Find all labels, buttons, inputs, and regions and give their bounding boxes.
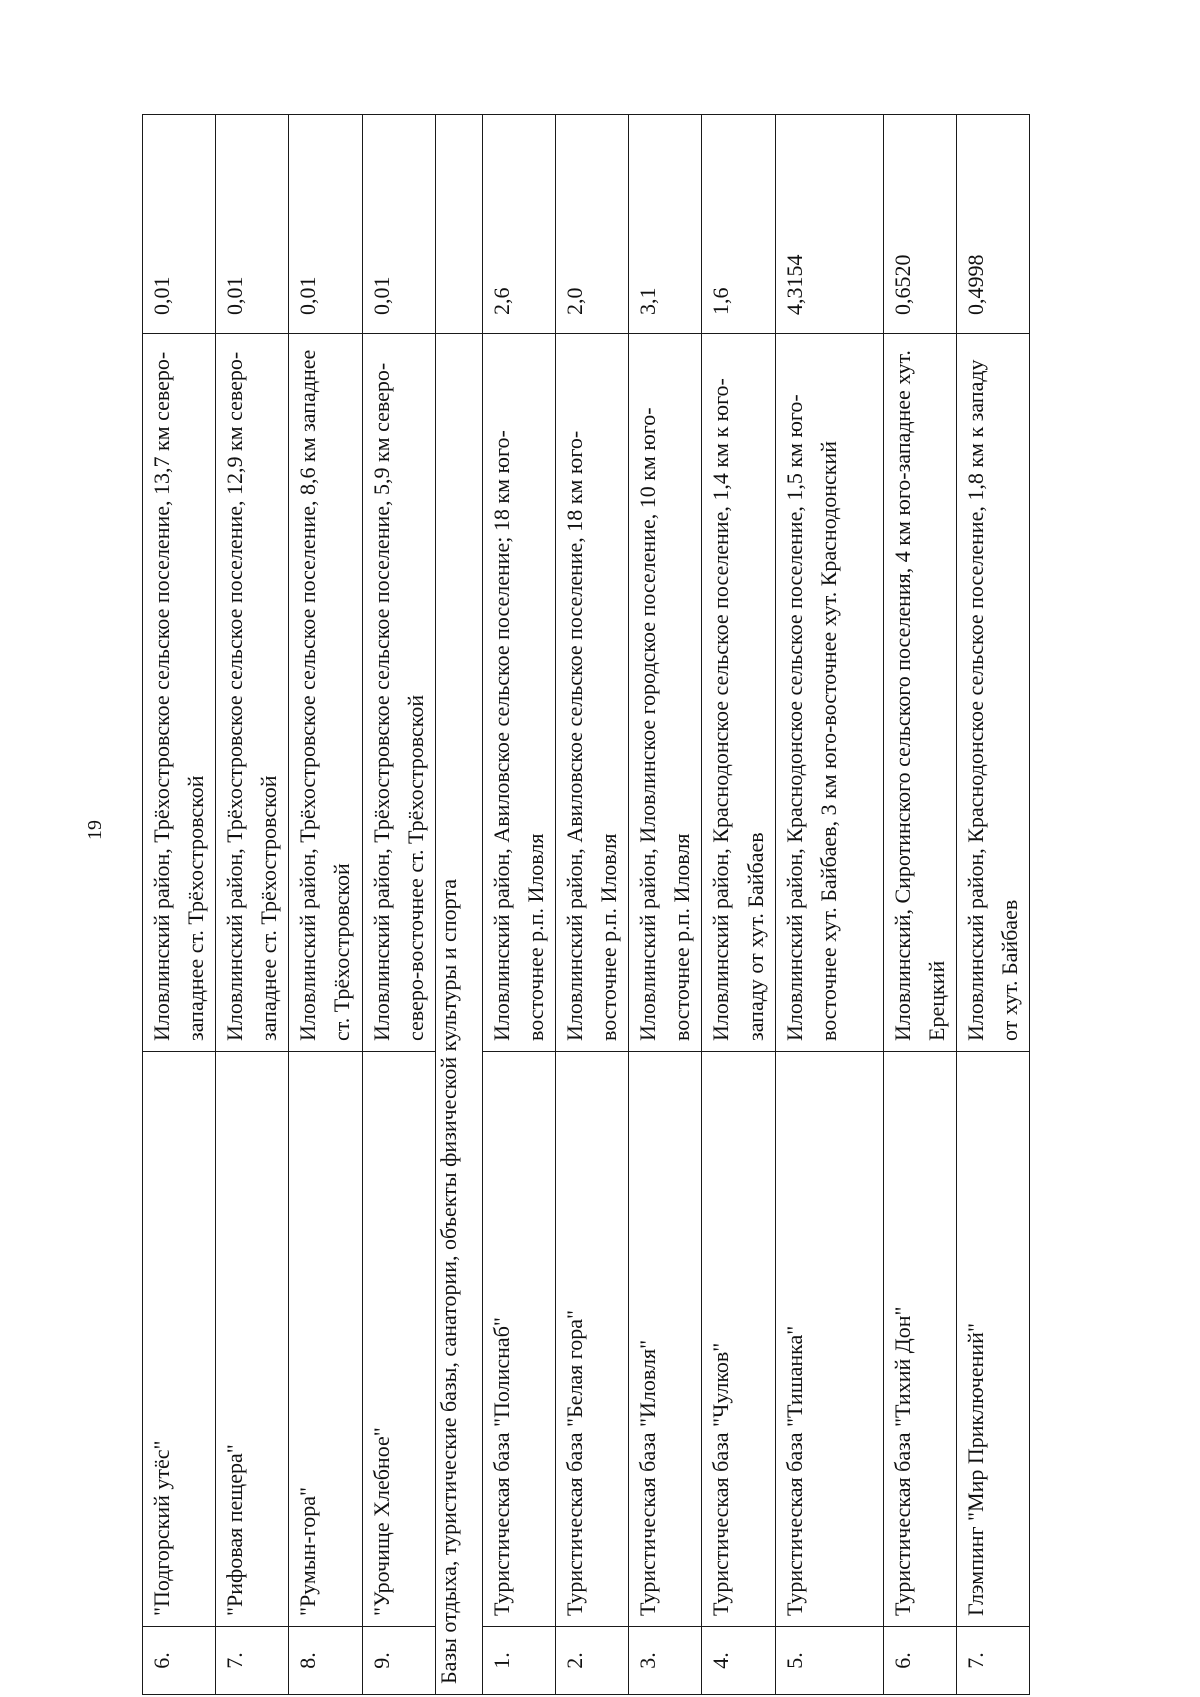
object-name: Туристическая база "Иловля" xyxy=(629,1052,702,1627)
object-name: Туристическая база "Полиснаб" xyxy=(482,1052,555,1627)
object-location: Иловлинский район, Авиловское сельское поселение; 18 км юго-восточнее р.п. Иловля xyxy=(482,334,555,1052)
object-location: Иловлинский район, Иловлинское городское поселение, 10 км юго-восточнее р.п. Иловля xyxy=(629,334,702,1052)
object-area: 0,01 xyxy=(143,115,216,334)
rotated-page-content xyxy=(142,115,1030,1695)
row-number: 8. xyxy=(289,1627,362,1695)
page-number: 19 xyxy=(83,820,106,840)
object-location: Иловлинский район, Трёхостровское сельское поселение, 5,9 км северо-северо-восточнее ст. Трёхостровской xyxy=(362,334,435,1052)
row-number: 4. xyxy=(702,1627,775,1695)
table-row xyxy=(775,115,883,1695)
row-number: 1. xyxy=(482,1627,555,1695)
row-number: 6. xyxy=(143,1627,216,1695)
object-name: Туристическая база "Тишанка" xyxy=(775,1052,883,1627)
object-name: Туристическая база "Тихий Дон" xyxy=(883,1052,956,1627)
section-heading-empty-cell xyxy=(435,115,482,334)
object-name: Глэмпинг "Мир Приключений" xyxy=(956,1052,1029,1627)
section-heading: Базы отдыха, туристические базы, санатории, объекты физической культуры и спорта xyxy=(435,334,482,1695)
object-area: 2,0 xyxy=(556,115,629,334)
object-name: "Рифовая пещера" xyxy=(216,1052,289,1627)
object-area: 1,6 xyxy=(702,115,775,334)
object-location: Иловлинский район, Авиловское сельское поселение, 18 км юго-восточнее р.п. Иловля xyxy=(556,334,629,1052)
row-number: 7. xyxy=(956,1627,1029,1695)
object-location: Иловлинский район, Трёхостровское сельское поселение, 8,6 км западнее ст. Трёхостровской xyxy=(289,334,362,1052)
table-row xyxy=(362,115,435,1695)
object-area: 3,1 xyxy=(629,115,702,334)
table-row xyxy=(289,115,362,1695)
object-name: "Урочище Хлебное" xyxy=(362,1052,435,1627)
object-location: Иловлинский район, Трёхостровское сельское поселение, 13,7 км северо-западнее ст. Трёхостровской xyxy=(143,334,216,1052)
object-name: "Румын-гора" xyxy=(289,1052,362,1627)
row-number: 6. xyxy=(883,1627,956,1695)
row-number: 3. xyxy=(629,1627,702,1695)
row-number: 7. xyxy=(216,1627,289,1695)
table-row xyxy=(482,115,555,1695)
object-area: 0,01 xyxy=(216,115,289,334)
section-heading-row xyxy=(435,115,482,1695)
table-row xyxy=(956,115,1029,1695)
table-row xyxy=(143,115,216,1695)
object-location: Иловлинский район, Краснодонское сельское поселение, 1,8 км к западу от хут. Байбаев xyxy=(956,334,1029,1052)
object-area: 0,4998 xyxy=(956,115,1029,334)
object-name: Туристическая база "Белая гора" xyxy=(556,1052,629,1627)
row-number: 2. xyxy=(556,1627,629,1695)
objects-table xyxy=(142,114,1030,1695)
object-area: 4,3154 xyxy=(775,115,883,334)
table-row xyxy=(629,115,702,1695)
row-number: 9. xyxy=(362,1627,435,1695)
object-area: 2,6 xyxy=(482,115,555,334)
object-area: 0,01 xyxy=(362,115,435,334)
table-row xyxy=(883,115,956,1695)
object-name: "Подгорский утёс" xyxy=(143,1052,216,1627)
row-number: 5. xyxy=(775,1627,883,1695)
object-location: Иловлинский район, Трёхостровское сельское поселение, 12,9 км северо-западнее ст. Трёхостровской xyxy=(216,334,289,1052)
object-location: Иловлинский, Сиротинского сельского поселения, 4 км юго-западнее хут. Ерецкий xyxy=(883,334,956,1052)
object-name: Туристическая база "Чулков" xyxy=(702,1052,775,1627)
object-area: 0,01 xyxy=(289,115,362,334)
table-row xyxy=(216,115,289,1695)
object-location: Иловлинский район, Краснодонское сельское поселение, 1,4 км к юго-западу от хут. Байбаев xyxy=(702,334,775,1052)
table-row xyxy=(702,115,775,1695)
object-location: Иловлинский район, Краснодонское сельское поселение, 1,5 км юго-восточнее хут. Байбаев, 3 км юго-восточнее хут. Краснодонский xyxy=(775,334,883,1052)
table-row xyxy=(556,115,629,1695)
object-area: 0,6520 xyxy=(883,115,956,334)
